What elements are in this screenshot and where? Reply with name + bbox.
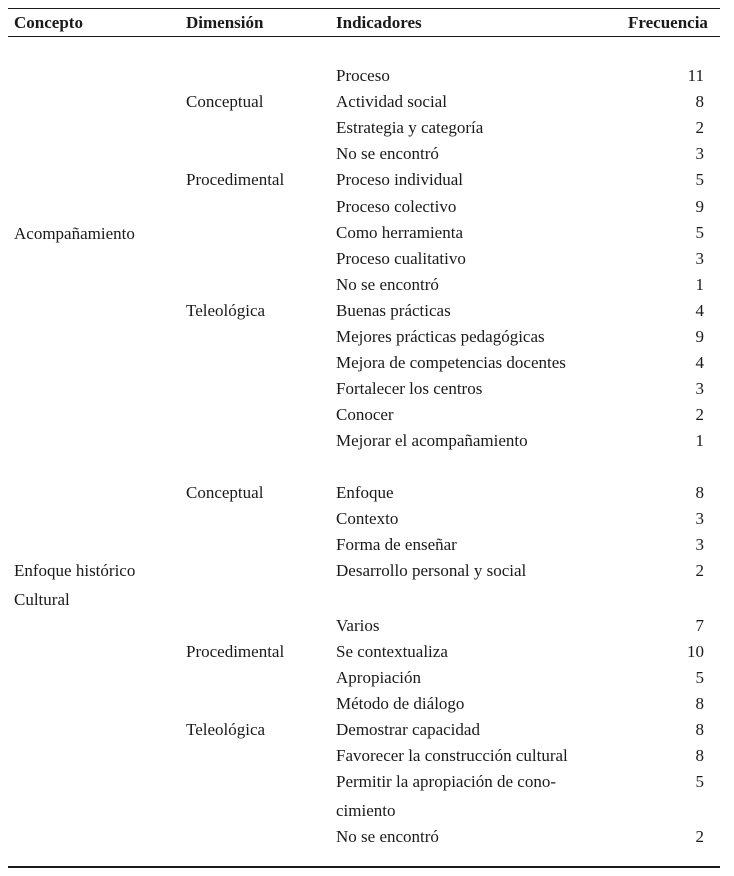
frequency-cell: 7 [695,616,704,635]
frequency-cell: 5 [695,668,704,687]
indicator-cell: Enfoque [336,483,394,502]
indicator-cell: Forma de enseñar [336,535,457,554]
frequency-cell: 3 [695,144,704,163]
frequency-cell: 5 [695,223,704,242]
dimension-cell: Teleológica [186,301,266,320]
frequency-cell: 4 [695,353,704,372]
frequency-cell: 11 [687,66,704,85]
header-dimension: Dimensión [186,13,264,32]
frequency-cell: 3 [695,379,704,398]
indicator-cell: Proceso cualitativo [336,249,466,268]
indicator-cell: No se encontró [336,827,439,846]
dimension-cell: Procedimental [186,642,285,661]
header-concepto: Concepto [14,13,83,32]
indicator-cell: Actividad social [336,92,447,111]
frequency-cell: 8 [695,746,704,765]
dimension-cell: Conceptual [186,483,264,502]
concept-cell: Acompañamiento [14,224,135,243]
frequency-cell: 2 [695,118,704,137]
frequency-cell: 1 [695,275,704,294]
header-rule [8,36,720,37]
concept-cell: Enfoque histórico [14,561,136,580]
frequency-cell: 8 [695,720,704,739]
frequency-cell: 5 [695,772,704,791]
indicator-cell: Método de diálogo [336,694,465,713]
indicator-cell: Buenas prácticas [336,301,451,320]
header-frecuencia: Frecuencia [628,13,708,32]
indicator-cell: Apropiación [336,668,421,687]
frequency-cell: 3 [695,509,704,528]
frequency-cell: 9 [695,197,704,216]
indicator-cell: No se encontró [336,144,439,163]
dimension-cell: Teleológica [186,720,266,739]
frequency-cell: 8 [695,92,704,111]
indicator-cell: Contexto [336,509,399,528]
bottom-rule [8,866,720,868]
indicator-cell: Varios [336,616,380,635]
indicator-cell: Estrategia y categoría [336,118,484,137]
indicator-cell: cimiento [336,801,396,820]
frequency-cell: 4 [695,301,704,320]
indicator-cell: Proceso colectivo [336,197,457,216]
frequency-cell: 8 [695,694,704,713]
frequency-cell: 3 [695,535,704,554]
indicator-cell: Desarrollo personal y social [336,561,527,580]
frequency-cell: 3 [695,249,704,268]
frequency-cell: 2 [695,561,704,580]
indicator-cell: No se encontró [336,275,439,294]
indicator-cell: Conocer [336,405,394,424]
frequency-cell: 8 [695,483,704,502]
dimension-cell: Conceptual [186,92,264,111]
header-indicadores: Indicadores [336,13,422,32]
concept-cell: Cultural [14,590,70,609]
frequency-cell: 2 [695,827,704,846]
indicator-cell: Se contextualiza [336,642,448,661]
indicator-cell: Mejorar el acompañamiento [336,431,528,450]
frequency-cell: 2 [695,405,704,424]
frequency-cell: 5 [695,170,704,189]
indicator-cell: Favorecer la construcción cultural [336,746,568,765]
indicator-cell: Fortalecer los centros [336,379,483,398]
frequency-cell: 10 [687,642,704,661]
indicator-cell: Como herramienta [336,223,463,242]
indicator-cell: Mejora de competencias docentes [336,353,566,372]
indicator-cell: Mejores prácticas pedagógicas [336,327,545,346]
indicator-cell: Demostrar capacidad [336,720,480,739]
indicator-cell: Permitir la apropiación de cono- [336,772,556,791]
indicator-cell: Proceso individual [336,170,464,189]
dimension-cell: Procedimental [186,170,285,189]
top-rule [8,8,720,9]
indicator-cell: Proceso [336,66,390,85]
frequency-cell: 1 [695,431,704,450]
frequency-cell: 9 [695,327,704,346]
